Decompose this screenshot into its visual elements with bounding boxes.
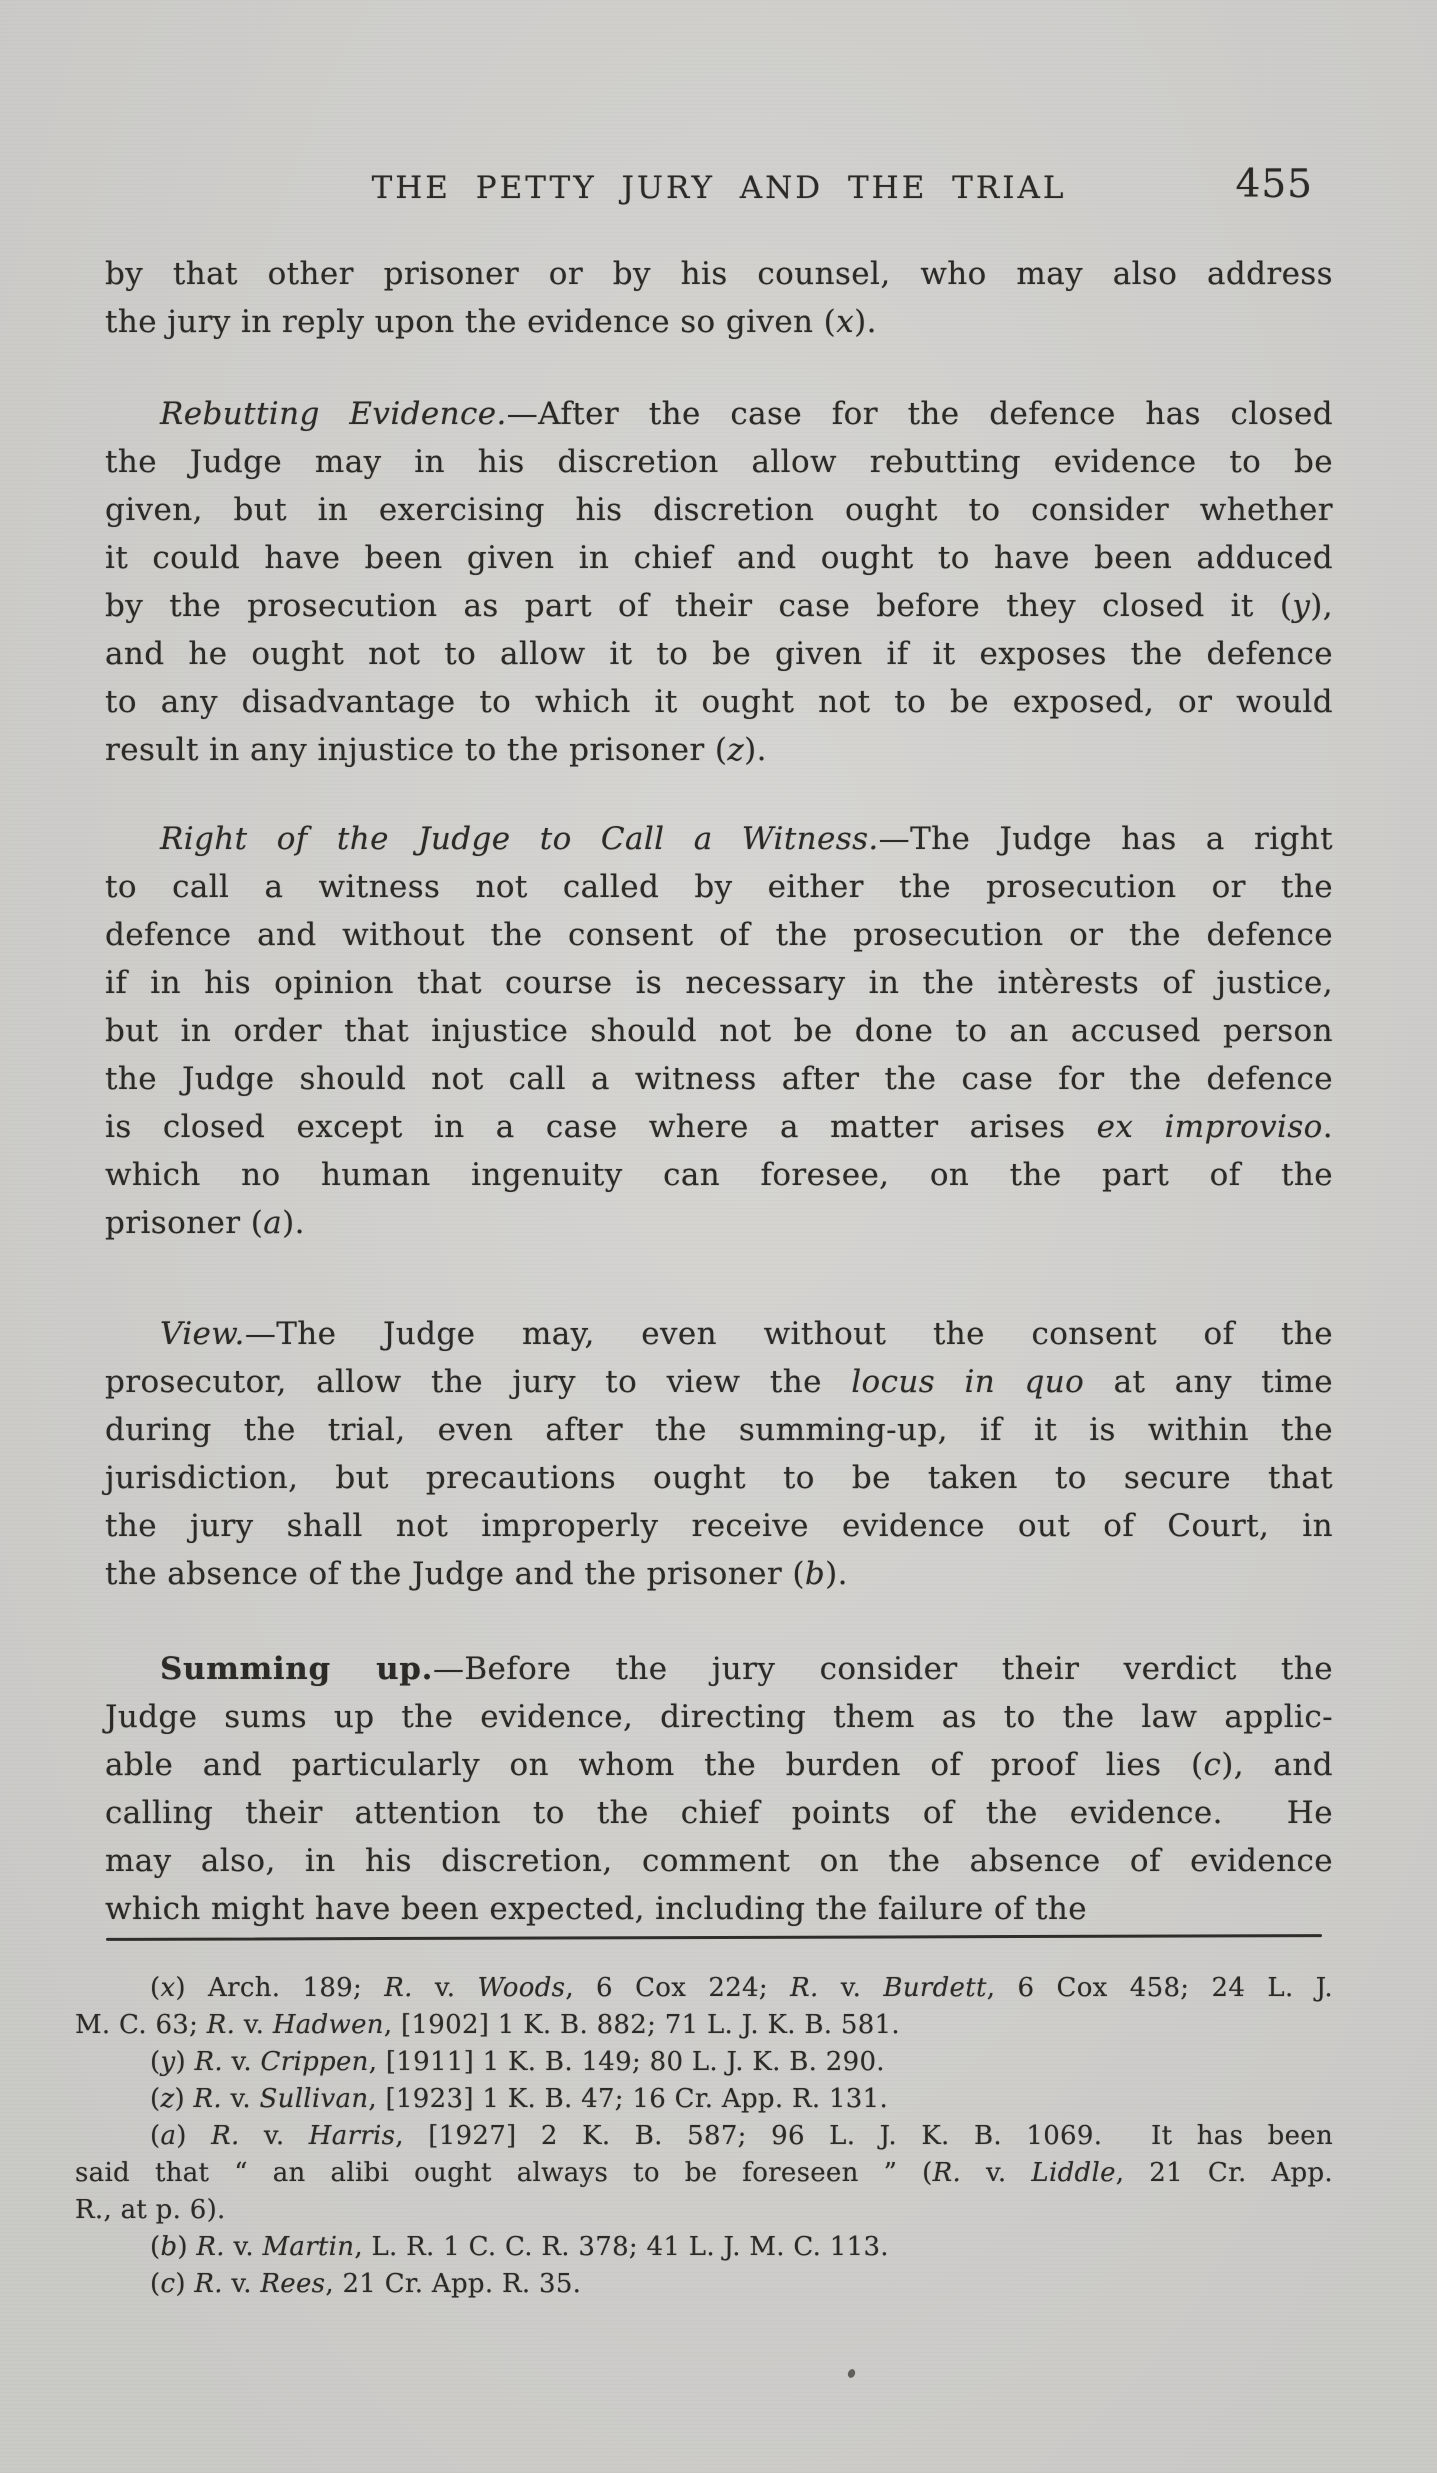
text-run: ). <box>825 1556 848 1592</box>
text-line <box>105 1199 1333 1247</box>
text-run: by that other prisoner or by his counsel, who may also address <box>105 256 1333 292</box>
text-line <box>75 2229 1333 2266</box>
text-run: —After the case for the defence has closed <box>506 396 1333 432</box>
footnote-rule <box>106 1934 1322 1941</box>
text-run: defence and without the consent of the prosecution or the defence <box>105 917 1333 953</box>
italic-run: Burdett <box>883 1973 987 2003</box>
text-run: . <box>1322 1109 1333 1145</box>
text-run: v. <box>412 1973 478 2003</box>
paragraph <box>105 1645 1333 1933</box>
italic-run: z <box>727 732 745 768</box>
text-run: ( <box>150 2084 161 2114</box>
text-run: , [1923] 1 K. B. 47; 16 Cr. App. R. 131. <box>368 2084 889 2114</box>
text-run: Judge sums up the evidence, directing them as to the law applic- <box>105 1699 1333 1735</box>
bold-run: Summing up. <box>160 1651 433 1687</box>
text-run: ). <box>282 1205 305 1241</box>
italic-run: Liddle <box>1031 2158 1116 2188</box>
text-line <box>105 534 1333 582</box>
text-run: given, but in exercising his discretion ought to consider whether <box>105 492 1333 528</box>
text-line <box>105 1837 1333 1885</box>
text-run: jurisdiction, but precautions ought to be taken to secure that <box>105 1460 1333 1496</box>
text-run: result in any injustice to the prisoner ( <box>105 732 728 768</box>
text-line <box>75 2081 1333 2118</box>
paragraph <box>105 390 1333 774</box>
text-line <box>105 1358 1333 1406</box>
italic-run: R. <box>790 1973 819 2003</box>
italic-run: R. <box>384 1973 413 2003</box>
italic-run: y <box>1292 588 1311 624</box>
text-run: , L. R. 1 C. C. R. 378; 41 L. J. M. C. 113. <box>354 2232 889 2262</box>
text-line <box>105 815 1333 863</box>
text-run: —The Judge has a right <box>878 821 1333 857</box>
text-run: and he ought not to allow it to be given if it exposes the defence <box>105 636 1333 672</box>
paragraph <box>105 250 1333 346</box>
text-line <box>105 390 1333 438</box>
text-line <box>105 630 1333 678</box>
text-run: prisoner ( <box>105 1205 264 1241</box>
text-run: at any time <box>1084 1364 1333 1400</box>
text-line <box>105 1502 1333 1550</box>
text-line <box>105 250 1333 298</box>
text-run: ( <box>150 2269 161 2299</box>
italic-run: R. <box>194 2047 223 2077</box>
italic-run: Woods <box>477 1973 566 2003</box>
text-run: , [1902] 1 K. B. 882; 71 L. J. K. B. 581. <box>383 2010 900 2040</box>
text-run: ) Arch. 189; <box>175 1973 385 2003</box>
text-run: the jury in reply upon the evidence so given ( <box>105 304 837 340</box>
italic-run: R. <box>211 2121 240 2151</box>
text-line <box>105 678 1333 726</box>
italic-run: locus in quo <box>851 1364 1085 1400</box>
text-line <box>105 863 1333 911</box>
text-line <box>75 1970 1333 2007</box>
text-run: v. <box>222 2269 261 2299</box>
text-run: ( <box>150 1973 161 2003</box>
text-run: ) <box>175 2047 195 2077</box>
text-run: ( <box>150 2121 161 2151</box>
text-run: —The Judge may, even without the consent of the <box>244 1316 1333 1352</box>
running-title: THE PETTY JURY AND THE TRIAL <box>371 170 1067 206</box>
text-line <box>105 1406 1333 1454</box>
text-line <box>75 2266 1333 2303</box>
italic-run: View. <box>160 1316 245 1352</box>
text-run: ). <box>854 304 877 340</box>
italic-run: Right of the Judge to Call a Witness. <box>160 821 879 857</box>
text-run: calling their attention to the chief points of the evidence. He <box>105 1795 1333 1831</box>
text-run: but in order that injustice should not be done to an accused person <box>105 1013 1333 1049</box>
body-text <box>105 250 1333 1933</box>
text-line <box>105 1310 1333 1358</box>
text-run: able and particularly on whom the burden of proof lies ( <box>105 1747 1204 1783</box>
text-run: v. <box>818 1973 884 2003</box>
italic-run: b <box>804 1556 826 1592</box>
italic-run: c <box>160 2269 176 2299</box>
text-run: it could have been given in chief and ought to have been adduced <box>105 540 1333 576</box>
text-run: during the trial, even after the summing-up, if it is within the <box>105 1412 1333 1448</box>
italic-run: a <box>160 2121 177 2151</box>
italic-run: R. <box>932 2158 962 2188</box>
text-line <box>75 2007 1333 2044</box>
text-run: the jury shall not improperly receive evidence out of Court, in <box>105 1508 1333 1544</box>
text-run: to any disadvantage to which it ought not to be exposed, or would <box>105 684 1333 720</box>
text-line <box>105 959 1333 1007</box>
text-run: , 6 Cox 458; 24 L. J. <box>986 1973 1333 2003</box>
text-run: v. <box>221 2084 260 2114</box>
text-run: the Judge should not call a witness after the case for the defence <box>105 1061 1333 1097</box>
italic-run: R. <box>194 2269 223 2299</box>
text-line <box>105 1789 1333 1837</box>
text-run: by the prosecution as part of their case before they closed it ( <box>105 588 1293 624</box>
italic-run: Rees <box>260 2269 326 2299</box>
italic-run: b <box>160 2232 178 2262</box>
ink-speck <box>846 2368 856 2379</box>
text-line <box>75 2155 1333 2192</box>
text-line <box>105 298 1333 346</box>
text-line <box>105 438 1333 486</box>
italic-run: a <box>263 1205 283 1241</box>
text-line <box>105 1103 1333 1151</box>
text-line <box>105 1007 1333 1055</box>
italic-run: c <box>1203 1747 1222 1783</box>
text-line <box>105 1885 1333 1933</box>
italic-run: R. <box>196 2232 225 2262</box>
page-header <box>105 162 1333 214</box>
text-run: ) <box>175 2269 195 2299</box>
italic-run: R. <box>193 2084 222 2114</box>
text-line <box>105 1741 1333 1789</box>
text-line <box>105 1151 1333 1199</box>
text-line <box>105 726 1333 774</box>
text-line <box>105 1454 1333 1502</box>
text-run: , 21 Cr. App. <box>1115 2158 1333 2188</box>
text-run: , 21 Cr. App. R. 35. <box>325 2269 582 2299</box>
text-run: which no human ingenuity can foresee, on the part of the <box>105 1157 1333 1193</box>
italic-run: x <box>160 1973 176 2003</box>
text-line <box>105 1550 1333 1598</box>
text-run: ). <box>744 732 767 768</box>
text-line <box>105 486 1333 534</box>
text-run: v. <box>239 2121 309 2151</box>
italic-run: Crippen <box>260 2047 369 2077</box>
text-run: , [1927] 2 K. B. 587; 96 L. J. K. B. 1069. It has been <box>395 2121 1333 2151</box>
italic-run: Martin <box>262 2232 355 2262</box>
text-run: , [1911] 1 K. B. 149; 80 L. J. K. B. 290. <box>368 2047 885 2077</box>
text-run: , 6 Cox 224; <box>565 1973 791 2003</box>
paragraph <box>105 815 1333 1247</box>
italic-run: ex improviso <box>1096 1109 1323 1145</box>
text-line <box>105 1693 1333 1741</box>
text-run: the absence of the Judge and the prisoner ( <box>105 1556 805 1592</box>
italic-run: Sullivan <box>259 2084 369 2114</box>
text-run: ) <box>176 2121 212 2151</box>
text-run: ) <box>174 2084 194 2114</box>
italic-run: Hadwen <box>272 2010 384 2040</box>
text-run: M. C. 63; <box>75 2010 207 2040</box>
text-line <box>105 911 1333 959</box>
text-run: which might have been expected, including the failure of the <box>105 1891 1087 1927</box>
text-line <box>105 1055 1333 1103</box>
italic-run: Rebutting Evidence. <box>160 396 507 432</box>
text-run: the Judge may in his discretion allow rebutting evidence to be <box>105 444 1333 480</box>
text-run: is closed except in a case where a matter arises <box>105 1109 1097 1145</box>
italic-run: y <box>160 2047 176 2077</box>
text-run: ), and <box>1221 1747 1333 1783</box>
footnotes <box>75 1970 1333 2303</box>
text-line <box>75 2118 1333 2155</box>
text-run: ), <box>1310 588 1333 624</box>
text-run: v. <box>961 2158 1032 2188</box>
page-number: 455 <box>1235 162 1313 207</box>
text-run: if in his opinion that course is necessary in the intèrests of justice, <box>105 965 1333 1001</box>
italic-run: z <box>160 2084 175 2114</box>
italic-run: x <box>836 304 855 340</box>
italic-run: R. <box>206 2010 236 2040</box>
text-line <box>105 582 1333 630</box>
text-run: ( <box>150 2232 161 2262</box>
italic-run: Harris <box>308 2121 396 2151</box>
text-line <box>105 1645 1333 1693</box>
text-run: to call a witness not called by either the prosecution or the <box>105 869 1333 905</box>
text-run: R., at p. 6). <box>75 2195 226 2225</box>
text-run: v. <box>222 2047 261 2077</box>
text-run: ( <box>150 2047 161 2077</box>
text-run: v. <box>235 2010 273 2040</box>
paragraph <box>105 1310 1333 1598</box>
text-run: v. <box>224 2232 263 2262</box>
text-run: —Before the jury consider their verdict the <box>432 1651 1334 1687</box>
text-line <box>75 2044 1333 2081</box>
text-run: may also, in his discretion, comment on the absence of evidence <box>105 1843 1333 1879</box>
text-line <box>75 2192 1333 2229</box>
text-run: said that “ an alibi ought always to be foreseen ” ( <box>75 2158 933 2188</box>
text-run: ) <box>177 2232 197 2262</box>
text-run: prosecutor, allow the jury to view the <box>105 1364 852 1400</box>
